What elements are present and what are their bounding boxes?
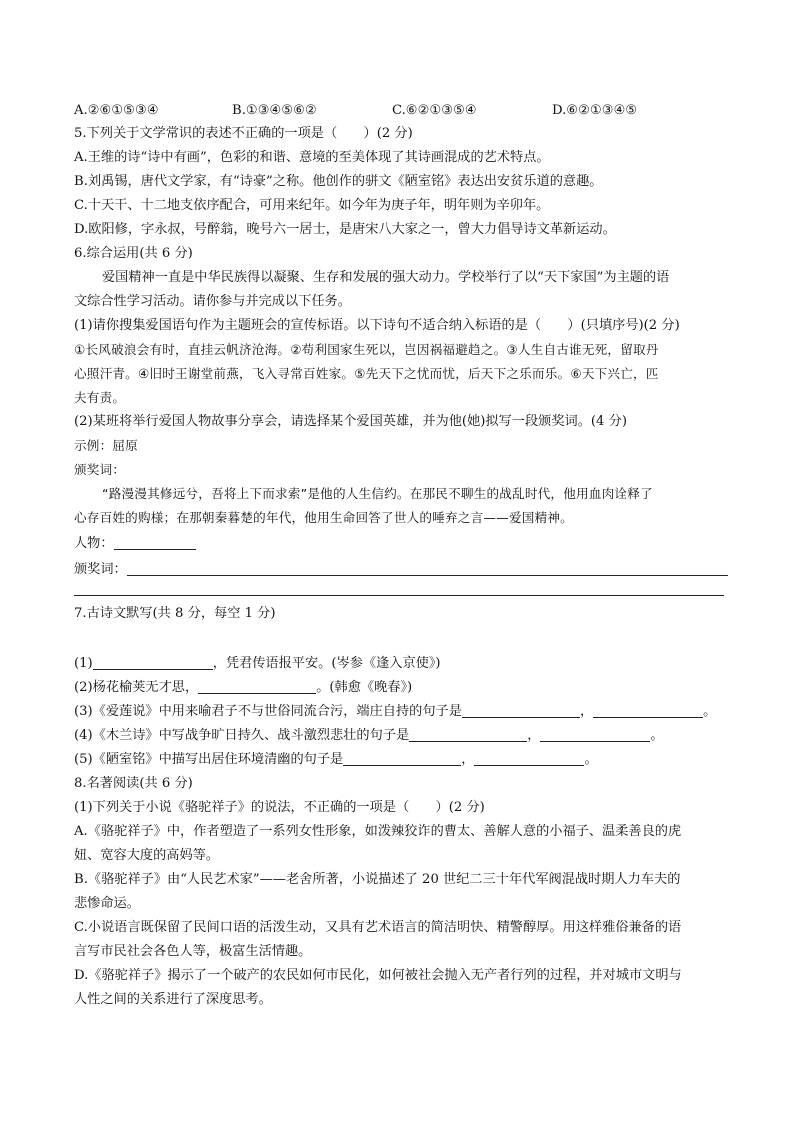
- q7-item5-comma: ，: [461, 752, 475, 767]
- q7-title: 7.古诗文默写(共 8 分，每空 1 分): [74, 606, 276, 621]
- q6-part1-prompt: (1)请你搜集爱国语句作为主题班会的宣传标语。以下诗句不适合纳入标语的是（ ）(只填序号)(2 分): [74, 318, 680, 333]
- q5-option-a: A.王维的诗“诗中有画”，色彩的和谐、意境的至美体现了其诗画混成的艺术特点。: [74, 150, 550, 165]
- q7-item4-text: (4)《木兰诗》中写战争旷日持久、战斗激烈悲壮的句子是: [74, 728, 410, 743]
- q7-item4-blank2[interactable]: [540, 727, 650, 742]
- q4-option-a: A.②⑥①⑤③④: [74, 103, 159, 118]
- q6-award-field-label: 颁奖词：: [74, 562, 127, 577]
- q7-item3-period: 。: [703, 704, 717, 719]
- q7-item1-text: ，凭君传语报平安。(岑参《逢入京使》): [212, 656, 441, 671]
- q7-item3-text: (3)《爱莲说》中用来喻君子不与世俗同流合污，端庄自持的句子是: [74, 704, 462, 719]
- q8-option-c-line2: 言写市民社会各色人等，极富生活情趣。: [74, 944, 312, 959]
- q8-option-a-line2: 妞、宽容大度的高妈等。: [74, 848, 220, 863]
- q6-poems-line3: 夫有责。: [74, 390, 126, 405]
- q6-person-label: 人物：: [74, 536, 114, 551]
- q6-award-blank[interactable]: [127, 561, 728, 576]
- q7-item1: [74, 655, 724, 673]
- q7-item1-blank[interactable]: [93, 655, 213, 670]
- q8-option-d-line2: 人性之间的关系进行了深度思考。: [74, 992, 272, 1007]
- q6-intro-line2: 文综合性学习活动。请你参与并完成以下任务。: [74, 294, 351, 309]
- q7-item4-blank1[interactable]: [409, 727, 527, 742]
- q7-item4: [74, 727, 724, 745]
- q6-person-row: [74, 535, 724, 553]
- q7-item2-source: 。(韩愈《晚春》): [316, 680, 413, 695]
- q6-example-line2: 心存百姓的购様；在那朝秦暮楚的年代，他用生命回答了世人的唾弃之言——爱国精神。: [74, 510, 573, 525]
- q6-example-line1: “路漫漫其修远兮，吾将上下而求索”是他的人生信约。在那民不聊生的战乱时代，他用血肉诠释了: [102, 486, 653, 501]
- q6-award-blank-line2[interactable]: [74, 595, 724, 596]
- q6-person-blank[interactable]: [114, 535, 196, 550]
- q7-item2-blank[interactable]: [198, 679, 316, 694]
- q7-item1-num: (1): [74, 656, 93, 671]
- q6-intro-line1: 爱国精神一直是中华民族得以凝聚、生存和发展的强大动力。学校举行了以“天下家国”为主题的语: [102, 270, 670, 285]
- q7-item2: [74, 679, 724, 697]
- q8-part1-prompt: (1)下列关于小说《骆驼祥子》的说法，不正确的一项是（ ）(2 分): [74, 800, 485, 815]
- q7-item5-text: (5)《陋室铭》中描写出居住环境清幽的句子是: [74, 752, 344, 767]
- q7-item5: [74, 751, 724, 769]
- q7-item5-blank2[interactable]: [474, 751, 584, 766]
- q8-option-c-line1: C.小说语言既保留了民间口语的活泼生动，又具有艺术语言的简洁明快、精警醇厚。用这样雅俗兼备的语: [74, 920, 682, 935]
- q7-item2-text: (2)杨花榆荚无才思，: [74, 680, 199, 695]
- q8-option-b-line2: 悲惨命运。: [74, 896, 140, 911]
- q5-stem: 5.下列关于文学常识的表述不正确的一项是（ ）(2 分): [74, 126, 413, 141]
- q7-item5-period: 。: [584, 752, 598, 767]
- q7-item3-comma: ，: [579, 704, 594, 719]
- q6-award-row: [74, 561, 724, 579]
- q6-part2-prompt: (2)某班将举行爱国人物故事分享会，请选择某个爱国英雄，并为他(她)拟写一段颁奖词。(4 分): [74, 414, 627, 429]
- q7-item4-comma: ，: [527, 728, 541, 743]
- q7-item3: [74, 703, 724, 721]
- q6-example-label: 示例：屈原: [74, 438, 138, 453]
- q5-option-d: D.欧阳修，字永叔，号醉翁，晚号六一居士，是唐宋八大家之一，曾大力倡导诗文革新运动。: [74, 222, 616, 237]
- q8-title: 8.名著阅读(共 6 分): [74, 776, 193, 791]
- q7-item4-period: 。: [650, 728, 664, 743]
- q6-title: 6.综合运用(共 6 分): [74, 246, 193, 261]
- q8-option-b-line1: B.《骆驼祥子》由“人民艺术家”——老舍所著，小说描述了 20 世纪二三十年代军阀混战时期人力车夫的: [74, 872, 681, 887]
- q6-poems-line1: ①长风破浪会有时，直挂云帆济沧海。②苟利国家生死以，岂因祸福避趋之。③人生自古谁无死，留取丹: [74, 342, 659, 357]
- q4-option-b: B.①③④⑤⑥②: [232, 103, 317, 118]
- q5-option-b: B.刘禹锡，唐代文学家，有“诗豪”之称。他创作的骈文《陋室铭》表达出安贫乐道的意趣。: [74, 174, 603, 189]
- q7-item5-blank1[interactable]: [343, 751, 461, 766]
- q7-item3-blank2[interactable]: [593, 703, 703, 718]
- q4-option-d: D.⑥②①③④⑤: [552, 103, 638, 118]
- q8-option-d-line1: D.《骆驼祥子》揭示了一个破产的农民如何市民化，如何被社会抛入无产者行列的过程，并对城市文明与: [74, 968, 682, 983]
- q7-item3-blank1[interactable]: [462, 703, 580, 718]
- q4-option-c: C.⑥②①③⑤④: [392, 103, 477, 118]
- q5-option-c: C.十天干、十二地支依序配合，可用来纪年。如今年为庚子年，明年则为辛卯年。: [74, 198, 550, 213]
- q8-option-a-line1: A.《骆驼祥子》中，作者塑造了一系列女性形象，如泼辣狡诈的曹太、善解人意的小福子、温柔善良的虎: [74, 824, 682, 839]
- q6-award-label: 颁奖词：: [74, 462, 126, 477]
- q6-poems-line2: 心照汗青。④旧时王谢堂前燕，飞入寻常百姓家。⑤先天下之忧而忧，后天下之乐而乐。⑥天下兴亡，匹: [74, 366, 659, 381]
